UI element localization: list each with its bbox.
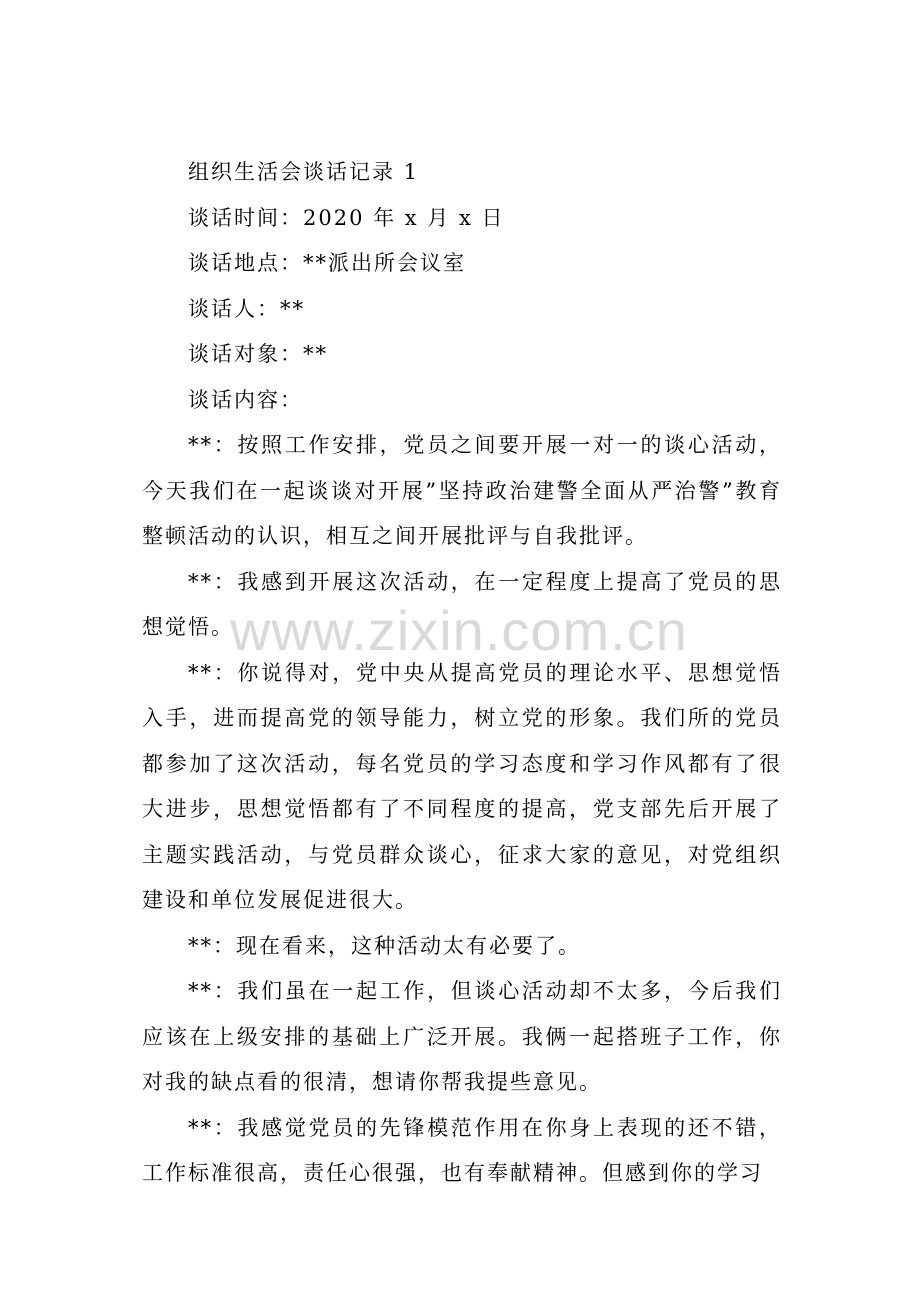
talk-speaker: 谈话人：** bbox=[188, 296, 305, 321]
paragraph: **：我感觉党员的先锋模范作用在你身上表现的还不错，工作标准很高，责任心很强，也有奉献精神。但感到你的学习 bbox=[142, 1115, 782, 1185]
talk-content-label: 谈话内容： bbox=[188, 387, 303, 412]
paragraph: **：我们虽在一起工作，但谈心活动却不太多，今后我们应该在上级安排的基础上广泛开展。我俩一起搭班子工作，你对我的缺点看的很清，想请你帮我提些意见。 bbox=[142, 979, 782, 1094]
paragraph: **：我感到开展这次活动，在一定程度上提高了党员的思想觉悟。 bbox=[142, 569, 782, 639]
document-body bbox=[142, 150, 782, 1197]
watermark: www.zixin.com.cn bbox=[230, 599, 688, 662]
document-title: 组织生活会谈话记录 1 bbox=[188, 160, 420, 184]
paragraph: **：现在看来，这种活动太有必要了。 bbox=[188, 933, 581, 958]
talk-target: 谈话对象：** bbox=[188, 342, 328, 366]
paragraph: **：按照工作安排，党员之间要开展一对一的谈心活动，今天我们在一起谈谈对开展”坚持政治建警全面从严治警”教育整顿活动的认识，相互之间开展批评与自我批评。 bbox=[142, 433, 782, 548]
talk-place: 谈话地点：**派出所会议室 bbox=[188, 251, 466, 275]
paragraph: **：你说得对，党中央从提高党员的理论水平、思想觉悟入手，进而提高党的领导能力，树立党的形象。我们所的党员都参加了这次活动，每名党员的学习态度和学习作风都有了很大进步，思想觉悟都有了不同程度的提高，党支部先后开展了主题实践活动，与党员群众谈心，征求大家的意见，对党组织建设和单位发展促进很大。 bbox=[142, 660, 782, 912]
talk-time: 谈话时间：2020 年 x 月 x 日 bbox=[188, 205, 505, 230]
